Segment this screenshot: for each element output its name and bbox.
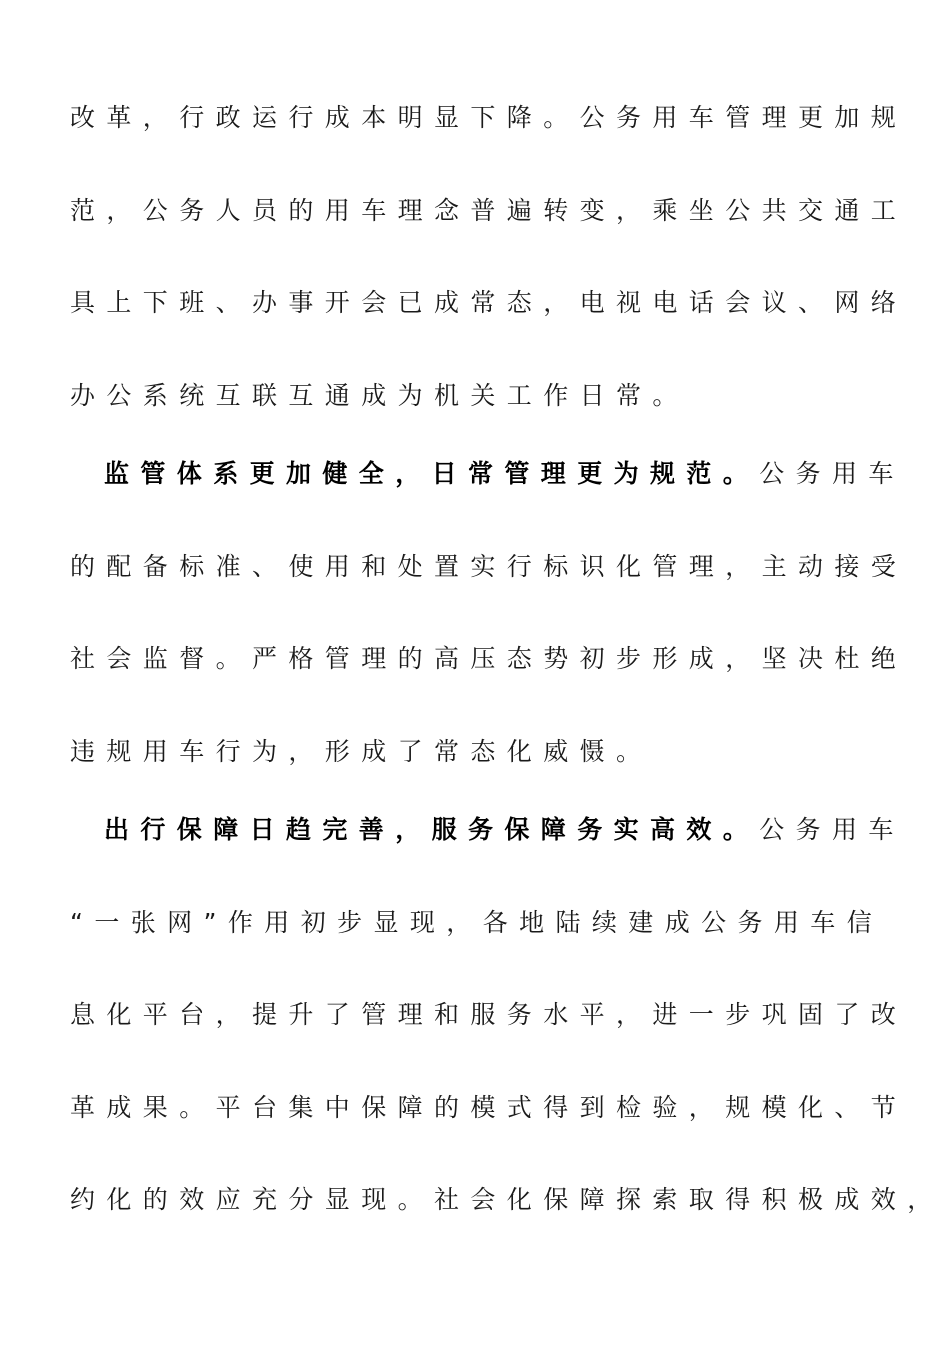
paragraph-2-heading: 监管体系更加健全，日常管理更为规范。 bbox=[104, 459, 760, 488]
paragraph-2-first-line-rest: 公务用车 bbox=[759, 459, 905, 488]
paragraph-3-line-2: “一张网”作用初步显现，各地陆续建成公务用车信 bbox=[70, 908, 884, 937]
paragraph-3-line-4: 革成果。平台集中保障的模式得到检验，规模化、节 bbox=[70, 1093, 908, 1122]
paragraph-3-first-line bbox=[104, 815, 905, 845]
paragraph-2-line-2: 的配备标准、使用和处置实行标识化管理，主动接受 bbox=[70, 552, 908, 581]
paragraph-2-line-3: 社会监督。严格管理的高压态势初步形成，坚决杜绝 bbox=[70, 644, 908, 673]
paragraph-1-line-4: 办公系统互联互通成为机关工作日常。 bbox=[70, 381, 689, 410]
paragraph-3-first-line-rest: 公务用车 bbox=[759, 815, 905, 844]
paragraph-3-heading: 出行保障日趋完善，服务保障务实高效。 bbox=[104, 815, 760, 844]
paragraph-1-line-1: 改革，行政运行成本明显下降。公务用车管理更加规 bbox=[70, 103, 908, 132]
paragraph-1-line-2: 范，公务人员的用车理念普遍转变，乘坐公共交通工 bbox=[70, 196, 908, 225]
paragraph-3-line-3: 息化平台，提升了管理和服务水平，进一步巩固了改 bbox=[70, 1000, 908, 1029]
paragraph-1-line-3: 具上下班、办事开会已成常态，电视电话会议、网络 bbox=[70, 288, 908, 317]
paragraph-2-line-4: 违规用车行为，形成了常态化威慑。 bbox=[70, 737, 653, 766]
paragraph-2-first-line bbox=[104, 459, 905, 489]
paragraph-3-line-5: 约化的效应充分显现。社会化保障探索取得积极成效， bbox=[70, 1185, 944, 1214]
